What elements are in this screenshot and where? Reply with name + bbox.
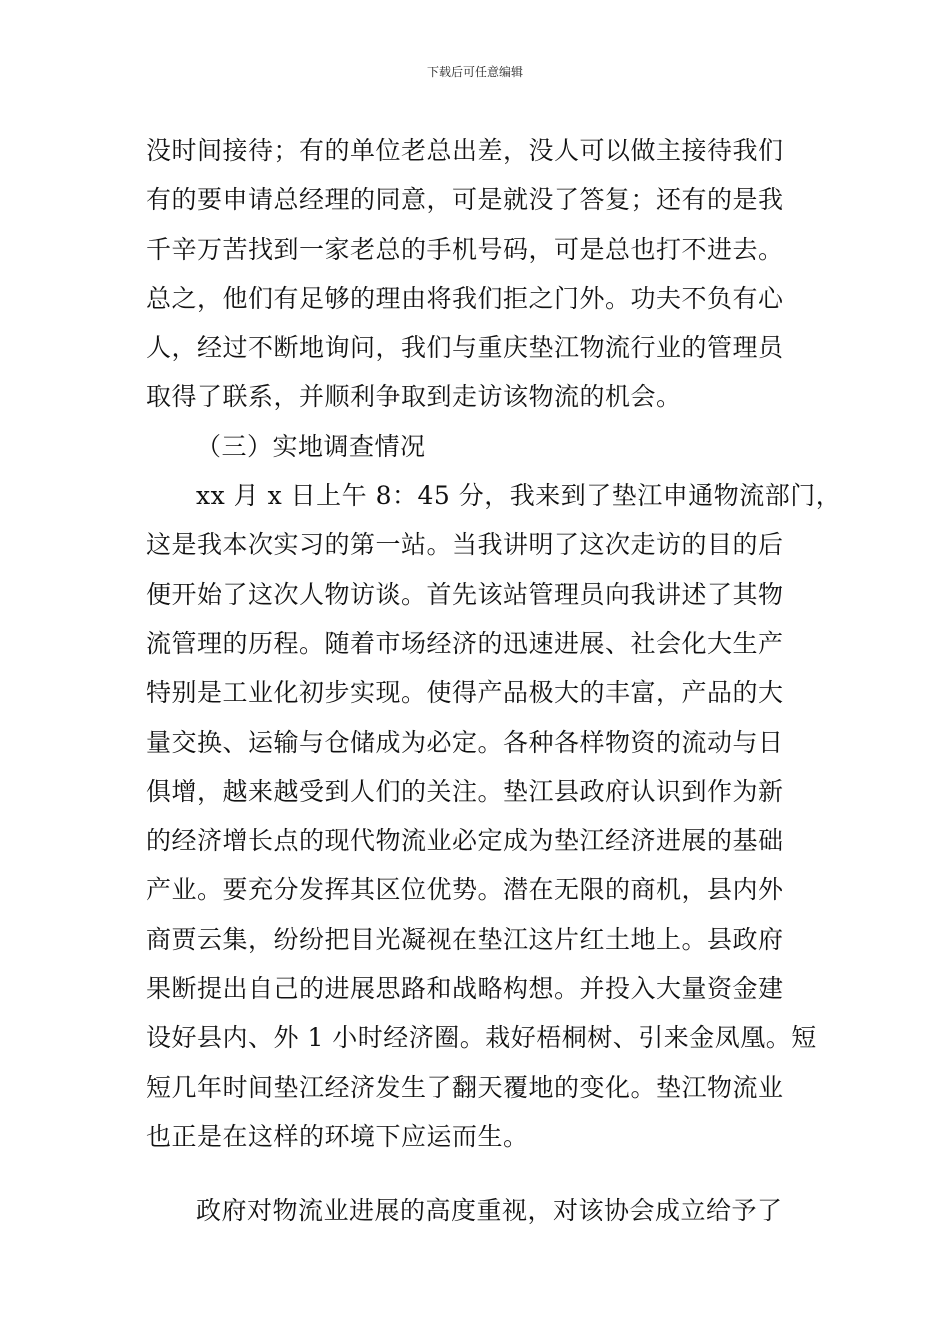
text-line: 流管理的历程。随着市场经济的迅速进展、社会化大生产 [146, 628, 784, 658]
text-line: 产业。要充分发挥其区位优势。潜在无限的商机，县内外 [146, 875, 784, 905]
text-line: 果断提出自己的进展思路和战略构想。并投入大量资金建 [146, 974, 784, 1004]
text-line: 取得了联系，并顺利争取到走访该物流的机会。 [146, 382, 682, 412]
text-line: 政府对物流业进展的高度重视，对该协会成立给予了 [196, 1196, 783, 1226]
text-line: 量交换、运输与仓储成为必定。各种各样物资的流动与日 [146, 727, 784, 757]
text-line: 短几年时间垫江经济发生了翻天覆地的变化。垫江物流业 [146, 1072, 784, 1102]
text-line: 千辛万苦找到一家老总的手机号码，可是总也打不进去。 [146, 234, 784, 264]
text-line: 特别是工业化初步实现。使得产品极大的丰富，产品的大 [146, 678, 784, 708]
text-line: 人，经过不断地询问，我们与重庆垫江物流行业的管理员 [146, 333, 784, 363]
text-line: 这是我本次实习的第一站。当我讲明了这次走访的目的后 [146, 530, 784, 560]
text-line: 也正是在这样的环境下应运而生。 [146, 1121, 529, 1151]
text-line: 的经济增长点的现代物流业必定成为垫江经济进展的基础 [146, 826, 784, 856]
page-header-note: 下载后可任意编辑 [426, 65, 523, 79]
text-line: 俱增，越来越受到人们的关注。垫江县政府认识到作为新 [146, 776, 784, 806]
text-line: 设好县内、外 1 小时经济圈。栽好梧桐树、引来金凤凰。短 [146, 1023, 817, 1053]
text-line: 便开始了这次人物访谈。首先该站管理员向我讲述了其物 [146, 579, 784, 609]
text-line: xx 月 x 日上午 8：45 分，我来到了垫江申通物流部门， [196, 481, 842, 511]
text-line: 商贾云集，纷纷把目光凝视在垫江这片红土地上。县政府 [146, 924, 784, 954]
text-line: 总之，他们有足够的理由将我们拒之门外。功夫不负有心 [146, 283, 784, 313]
text-line: 有的要申请总经理的同意，可是就没了答复；还有的是我 [146, 185, 784, 215]
text-line: 没时间接待；有的单位老总出差，没人可以做主接待我们 [146, 136, 784, 165]
paragraph-gap [146, 1161, 836, 1186]
document-body [146, 126, 842, 1236]
section-heading: （三）实地调查情况 [196, 431, 426, 461]
